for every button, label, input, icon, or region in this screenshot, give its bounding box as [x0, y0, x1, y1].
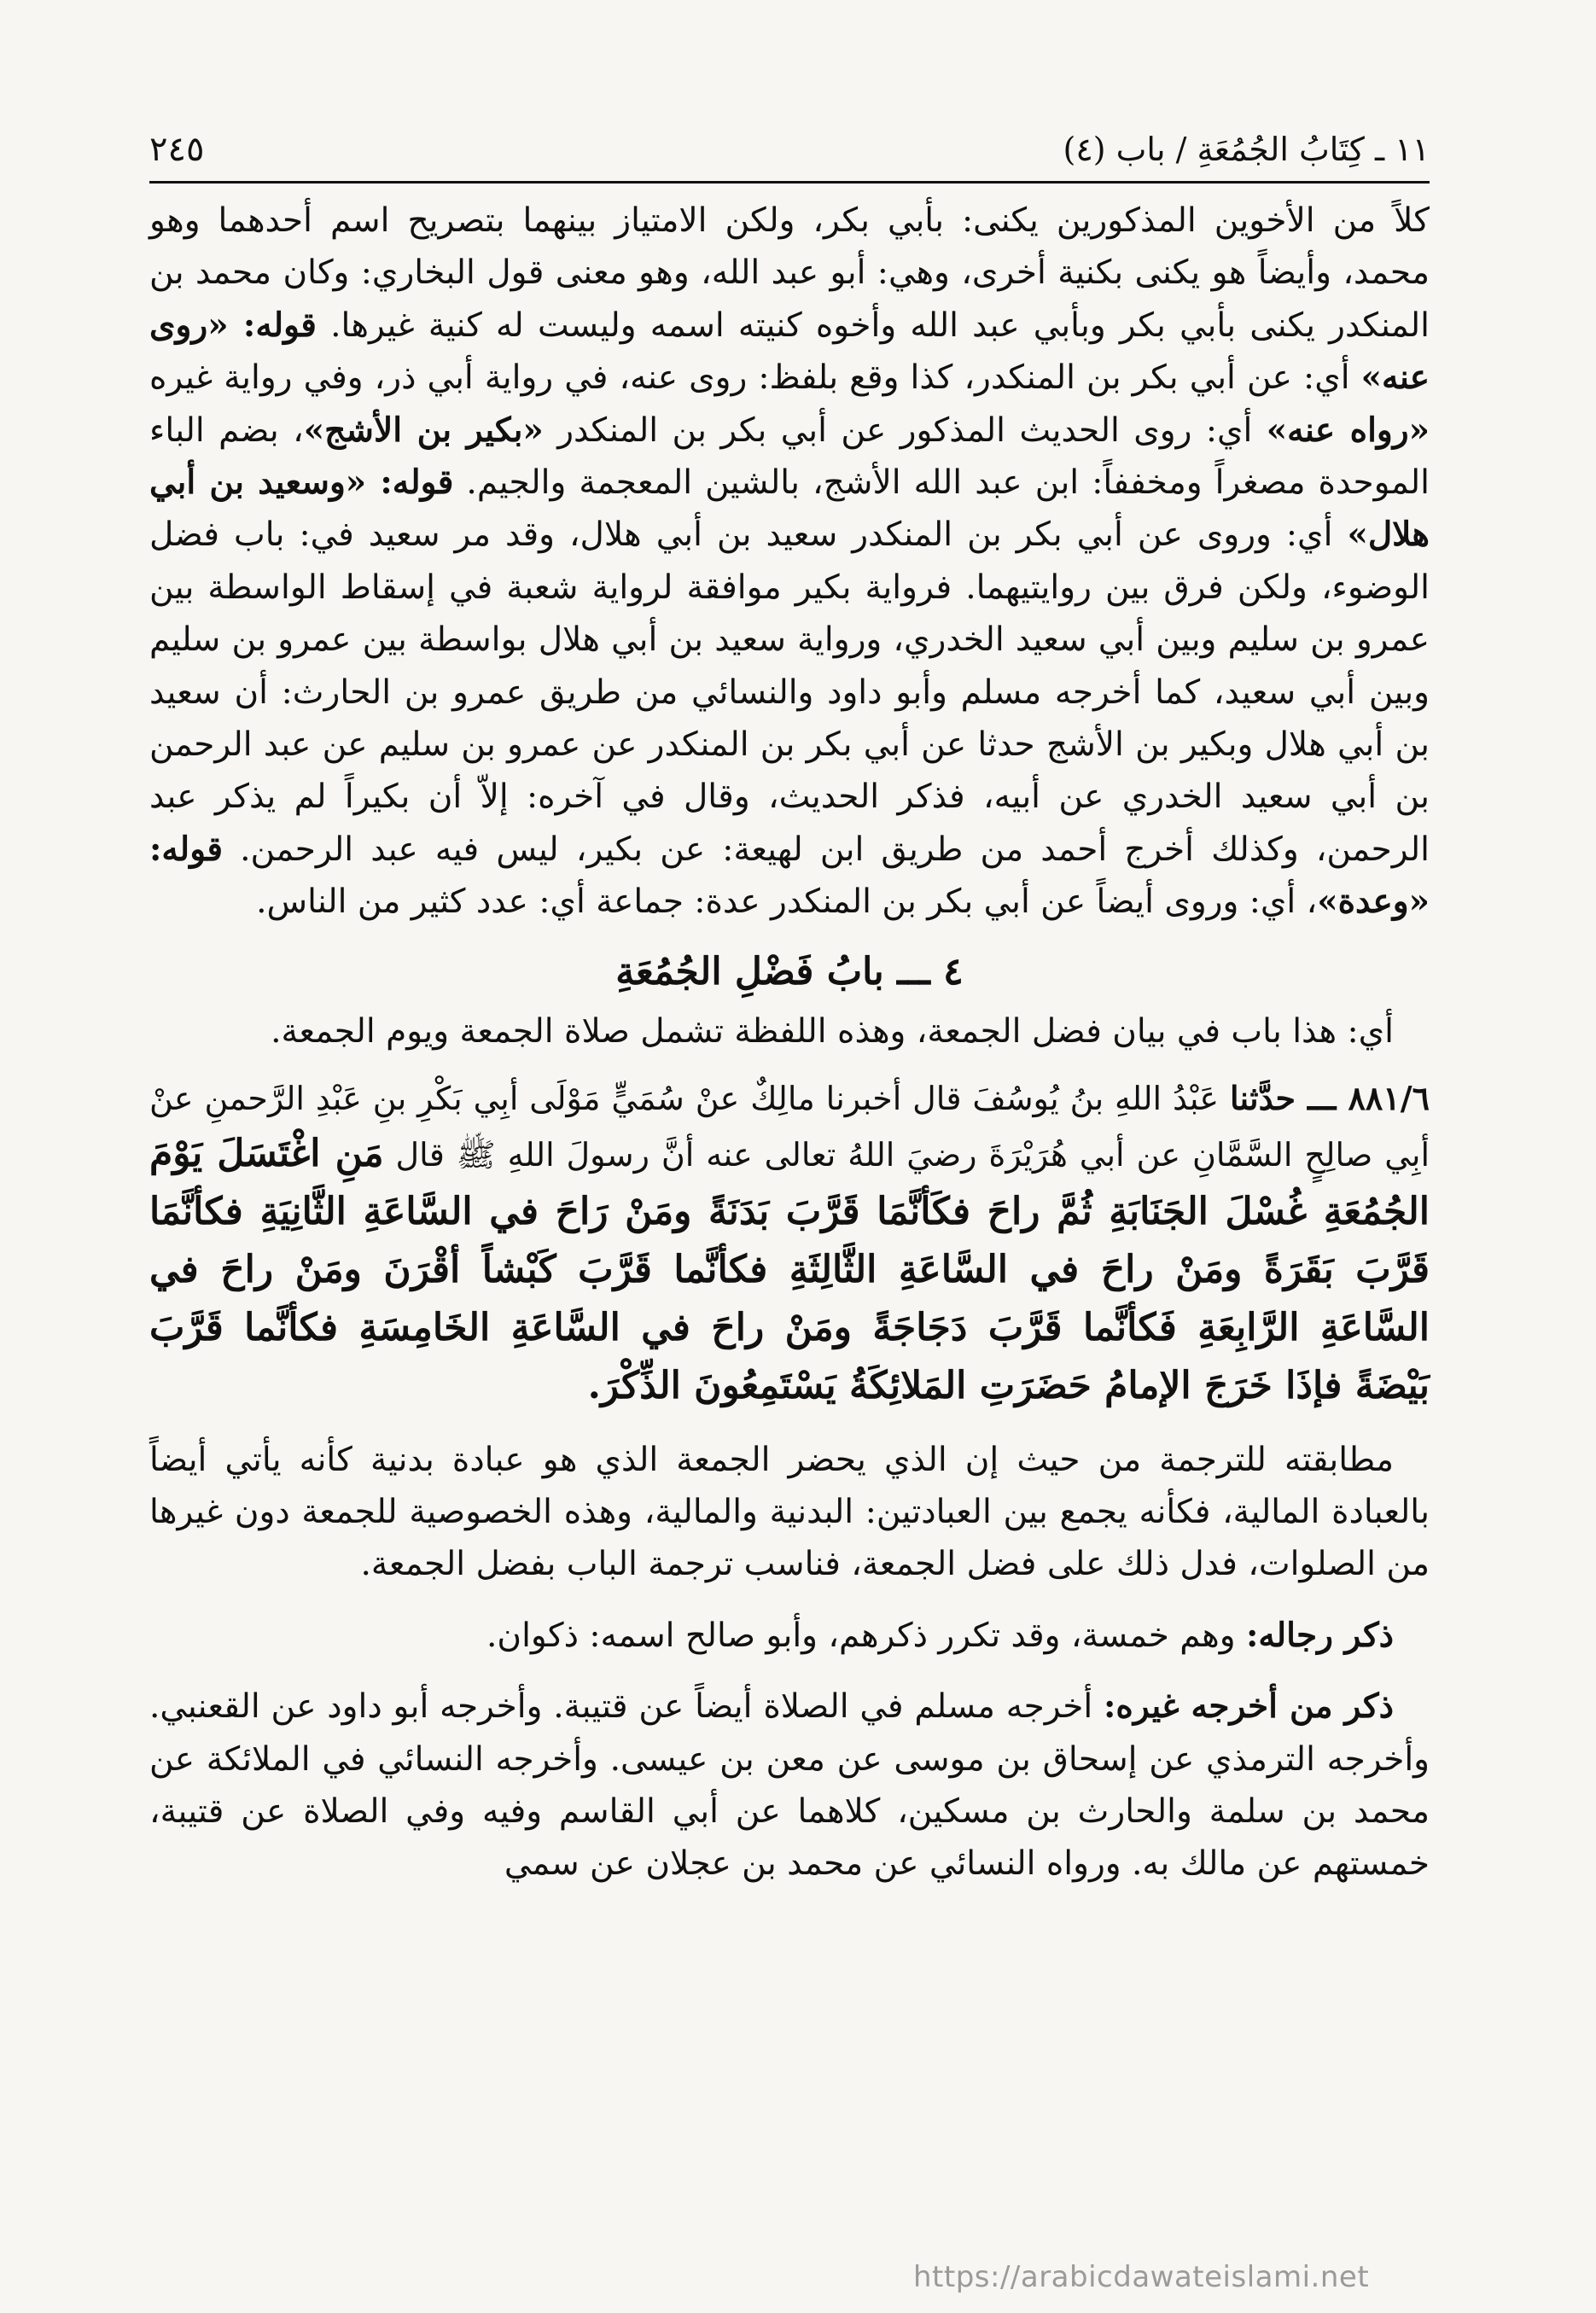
page-number: ٢٤٥ [149, 130, 205, 169]
hadith-isnad: عَبْدُ اللهِ بنُ يُوسُفَ قال أخبرنا مالِكٌ عنْ سُمَيٍّ مَوْلَى أبِي بَكْرِ بنِ عَبْدِ الرَّحمنِ عنْ أبِي صالِحٍ السَّمَّانِ عن أبي هُرَيْرَةَ رضيَ اللهُ تعالى عنه أنَّ رسولَ اللهِ ﷺ قال [149, 1080, 1430, 1174]
commentary-text: أي: وروى عن أبي بكر بن المنكدر سعيد بن أبي هلال، وقد مر سعيد في: باب فضل الوضوء، ولكن فرق بين روايتيهما. فرواية بكير موافقة لرواية شعبة في إسقاط الواسطة بين عمرو بن سليم وبين أبي سعيد الخدري، ورواية سعيد بن أبي هلال بواسطة بين عمرو بن سليم وبين أبي سعيد، كما أخرجه مسلم وأبو داود والنسائي من طريق عمرو بن الحارث: أن سعيد بن أبي هلال وبكير بن الأشج حدثا عن أبي بكر بن المنكدر عن عمرو بن سليم عن عبد الرحمن بن أبي سعيد الخدري عن أبيه، فذكر الحديث، وقال في آخره: إلاّ أن بكيراً لم يذكر عبد الرحمن، وكذلك أخرج أحمد من طريق ابن لهيعة: عن بكير، ليس فيه عبد الرحمن. [149, 516, 1430, 869]
chapter-heading: ٤ ـــ بابُ فَضْلِ الجُمُعَةِ [615, 949, 964, 993]
qawluhu-label: قوله: «وعدة» [149, 829, 1430, 922]
takhrij-text: أخرجه مسلم في الصلاة أيضاً عن قتيبة. وأخرجه أبو داود عن القعنبي. وأخرجه الترمذي عن إسحاق بن موسى عن معن بن عيسى. وأخرجه النسائي في الملائكة عن محمد بن سلمة والحارث بن مسكين، كلاهما عن أبي القاسم وفيه وفي الصلاة عن قتيبة، خمستهم عن مالك به. ورواه النسائي عن محمد بن عجلان عن سمي [149, 1687, 1430, 1884]
page-header [149, 119, 1430, 179]
rijal-paragraph [149, 1610, 1430, 1662]
commentary-text: أي: روى الحديث المذكور عن أبي بكر بن المنكدر [543, 411, 1267, 450]
qawluhu-label: قوله: «روى عنه» [149, 305, 1430, 398]
quoted-phrase: «بكير بن الأشج» [303, 410, 544, 450]
watermark-url: https://arabicdawateislami.net [913, 2260, 1370, 2294]
hadith-matn: مَنِ اغْتَسَلَ يَوْمَ الجُمُعَةِ غُسْلَ الجَنَابَةِ ثُمَّ راحَ فكَأنَّمَا قَرَّبَ بَدَنَةً ومَنْ رَاحَ في السَّاعَةِ الثَّانِيَةِ فكأنَّمَا قَرَّبَ بَقَرَةً ومَنْ راحَ في السَّاعَةِ الثَّالِثَةِ فكأنَّما قَرَّبَ كَبْشاً أقْرَنَ ومَنْ راحَ في السَّاعَةِ الرَّابِعَةِ فَكأنَّما قَرَّبَ دَجَاجَةً ومَنْ راحَ في السَّاعَةِ الخَامِسَةِ فكأنَّما قَرَّبَ بَيْضَةً فإذَا خَرَجَ الإمامُ حَضَرَتِ المَلائِكَةُ يَسْتَمِعُونَ الذِّكْرَ. [149, 1131, 1430, 1407]
hadith-number: ٨٨١/٦ ـــ حدَّثنا [1229, 1079, 1430, 1118]
commentary-text: ، أي: وروى أيضاً عن أبي بكر بن المنكدر عدة: جماعة أي: عدد كثير من الناس. [256, 883, 1318, 922]
commentary-text: أي: عن أبي بكر بن المنكدر، كذا وقع بلفظ: روى عنه، في رواية أبي ذر، وفي رواية غيره [149, 358, 1361, 398]
rijal-label: ذكر رجاله: [1245, 1615, 1394, 1655]
takhrij-paragraph [149, 1681, 1430, 1891]
quoted-phrase: «رواه عنه» [1266, 410, 1430, 450]
qawluhu-label: قوله: «وسعيد بن أبي هلال» [149, 463, 1430, 555]
commentary-text: كلاً من الأخوين المذكورين يكنى: بأبي بكر، ولكن الامتياز بينهما بتصريح اسم أحدهما وهو محمد، وأيضاً هو يكنى بكنية أخرى، وهي: أبو عبد الله، وهو معنى قول البخاري: وكان محمد بن المنكدر يكنى بأبي بكر وبأبي عبد الله وأخوه كنيته اسمه وليست له كنية غيرها. [149, 201, 1430, 345]
chapter-intro: أي: هذا باب في بيان فضل الجمعة، وهذه اللفظة تشمل صلاة الجمعة ويوم الجمعة. [271, 1011, 1394, 1051]
commentary-text: ، بضم الباء الموحدة مصغراً ومخففاً: ابن عبد الله الأشج، بالشين المعجمة والجيم. [149, 411, 1430, 503]
takhrij-label: ذكر من أخرجه غيره: [1103, 1687, 1394, 1727]
running-title: ١١ ـ كِتَابُ الجُمُعَةِ / باب (٤) [1063, 131, 1430, 168]
sharh-paragraph: مطابقته للترجمة من حيث إن الذي يحضر الجمعة الذي هو عبادة بدنية كأنه يأتي أيضاً بالعبادة المالية، فكأنه يجمع بين العبادتين: البدنية والمالية، وهذه الخصوصية للجمعة دون غيرها من الصلوات، فدل ذلك على فضل الجمعة، فناسب ترجمة الباب بفضل الجمعة. [149, 1440, 1430, 1584]
header-rule [149, 181, 1430, 184]
hadith-block [149, 1073, 1430, 1415]
page-body [149, 195, 1430, 1891]
commentary-paragraph [149, 195, 1430, 929]
rijal-text: وهم خمسة، وقد تكرر ذكرهم، وأبو صالح اسمه: ذكوان. [486, 1616, 1246, 1655]
